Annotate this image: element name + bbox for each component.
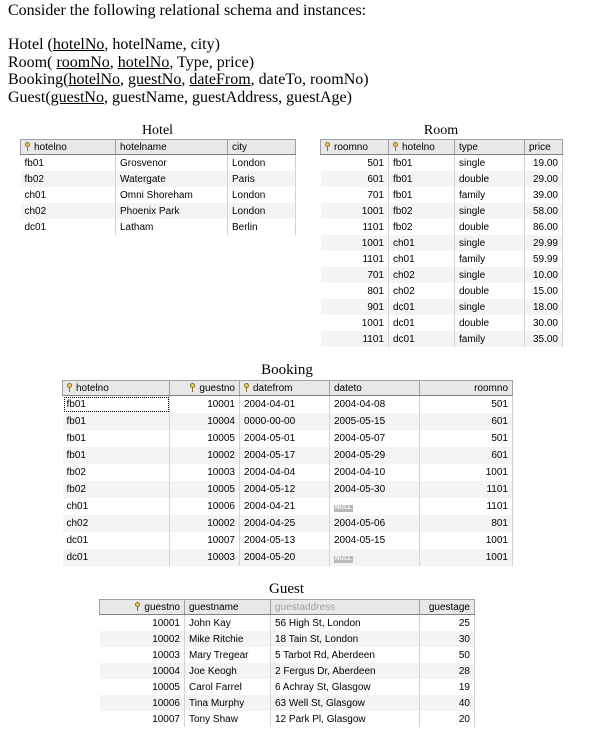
booking-cell-guestno[interactable]: 10004 <box>170 413 240 430</box>
booking-header-hotelno[interactable]: hotelno <box>63 381 170 396</box>
room-table-row[interactable] <box>321 187 563 203</box>
room-cell-price[interactable]: 86.00 <box>525 219 563 235</box>
hotel-table-row[interactable] <box>21 155 296 172</box>
booking-cell-dateto[interactable]: 2004-05-06 <box>330 515 420 532</box>
hotel-caption: Hotel <box>141 123 174 138</box>
room-cell-type[interactable]: single <box>455 299 525 315</box>
booking-cell-datefrom[interactable]: 2004-05-20 <box>240 549 330 566</box>
room-cell-hotelno[interactable]: fb02 <box>389 203 455 219</box>
guest-cell-guestaddress[interactable]: 6 Achray St, Glasgow <box>271 679 420 695</box>
booking-cell-dateto[interactable]: 2004-05-15 <box>330 532 420 549</box>
room-cell-type[interactable]: double <box>455 171 525 187</box>
guest-cell-guestno[interactable]: 10006 <box>100 695 185 711</box>
guest-cell-guestname[interactable]: Tony Shaw <box>185 711 271 727</box>
guest-table-row[interactable] <box>100 615 475 632</box>
guest-table-row[interactable] <box>100 695 475 711</box>
booking-cell-roomno[interactable]: 1101 <box>420 498 513 515</box>
guest-table-row[interactable] <box>100 663 475 679</box>
guest-cell-guestage[interactable]: 30 <box>420 631 475 647</box>
booking-header-guestno[interactable]: guestno <box>170 381 240 396</box>
guest-header-guestname[interactable]: guestname <box>185 600 271 615</box>
room-table-row[interactable] <box>321 299 563 315</box>
booking-header-dateto[interactable]: dateto <box>330 381 420 396</box>
room-cell-hotelno[interactable]: dc01 <box>389 315 455 331</box>
hotel-cell-hotelname[interactable]: Latham <box>116 219 228 235</box>
room-table-row[interactable] <box>321 219 563 235</box>
booking-cell-guestno[interactable]: 10007 <box>170 532 240 549</box>
guest-table-row[interactable] <box>100 679 475 695</box>
booking-table-row[interactable] <box>63 515 513 532</box>
booking-cell-datefrom[interactable]: 2004-04-25 <box>240 515 330 532</box>
guest-cell-guestname[interactable]: Tina Murphy <box>185 695 271 711</box>
booking-table-row[interactable] <box>63 413 513 430</box>
booking-cell-roomno[interactable]: 1001 <box>420 532 513 549</box>
booking-cell-dateto[interactable]: 2004-05-07 <box>330 430 420 447</box>
guest-table-row[interactable] <box>100 631 475 647</box>
room-cell-hotelno[interactable]: ch02 <box>389 283 455 299</box>
booking-cell-datefrom[interactable]: 2004-04-21 <box>240 498 330 515</box>
booking-cell-roomno[interactable]: 501 <box>420 396 513 414</box>
key-icon <box>190 383 196 392</box>
guest-header-guestno[interactable]: guestno <box>100 600 185 615</box>
room-cell-type[interactable]: family <box>455 251 525 267</box>
room-cell-type[interactable]: single <box>455 235 525 251</box>
guest-cell-guestage[interactable]: 25 <box>420 615 475 632</box>
room-table-row[interactable] <box>321 235 563 251</box>
booking-cell-datefrom[interactable]: 2004-04-01 <box>240 396 330 414</box>
booking-cell-dateto[interactable] <box>330 549 420 566</box>
guest-cell-guestaddress[interactable]: 2 Fergus Dr, Aberdeen <box>271 663 420 679</box>
booking-table <box>62 380 513 566</box>
booking-cell-hotelno[interactable]: fb01 <box>63 396 170 414</box>
guest-cell-guestno[interactable]: 10007 <box>100 711 185 727</box>
booking-cell-roomno[interactable]: 601 <box>420 447 513 464</box>
room-cell-price[interactable]: 18.00 <box>525 299 563 315</box>
room-cell-hotelno[interactable]: ch01 <box>389 235 455 251</box>
room-cell-type[interactable]: family <box>455 331 525 347</box>
booking-cell-guestno[interactable]: 10002 <box>170 515 240 532</box>
guest-cell-guestage[interactable]: 20 <box>420 711 475 727</box>
hotel-cell-hotelname[interactable]: Omni Shoreham <box>116 187 228 203</box>
booking-header-datefrom[interactable]: datefrom <box>240 381 330 396</box>
hotel-cell-hotelno[interactable]: ch02 <box>21 203 116 219</box>
hotel-cell-city[interactable]: London <box>228 187 296 203</box>
room-cell-roomno[interactable]: 601 <box>321 171 389 187</box>
guest-cell-guestage[interactable]: 19 <box>420 679 475 695</box>
booking-cell-dateto[interactable]: 2004-05-30 <box>330 481 420 498</box>
booking-cell-hotelno[interactable]: dc01 <box>63 549 170 566</box>
booking-cell-roomno[interactable]: 501 <box>420 430 513 447</box>
guest-cell-guestname[interactable]: Mary Tregear <box>185 647 271 663</box>
hotel-cell-city[interactable]: London <box>228 203 296 219</box>
booking-table-row[interactable] <box>63 464 513 481</box>
guest-table <box>99 599 475 727</box>
guest-cell-guestaddress[interactable]: 63 Well St, Glasgow <box>271 695 420 711</box>
room-cell-hotelno[interactable]: fb01 <box>389 171 455 187</box>
guest-cell-guestno[interactable]: 10001 <box>100 615 185 632</box>
booking-cell-hotelno[interactable]: fb02 <box>63 464 170 481</box>
key-icon <box>325 142 331 151</box>
guest-cell-guestaddress[interactable]: 18 Tain St, London <box>271 631 420 647</box>
hotel-table <box>20 139 296 235</box>
hotel-cell-city[interactable]: London <box>228 155 296 172</box>
booking-cell-guestno[interactable]: 10003 <box>170 549 240 566</box>
booking-table-row[interactable] <box>63 481 513 498</box>
room-cell-price[interactable]: 29.00 <box>525 171 563 187</box>
guest-cell-guestname[interactable]: Joe Keogh <box>185 663 271 679</box>
room-cell-price[interactable]: 29.99 <box>525 235 563 251</box>
room-table-row[interactable] <box>321 251 563 267</box>
booking-cell-hotelno[interactable]: ch02 <box>63 515 170 532</box>
guest-cell-guestaddress[interactable]: 56 High St, London <box>271 615 420 632</box>
room-table-row[interactable] <box>321 283 563 299</box>
booking-cell-hotelno[interactable]: fb01 <box>63 447 170 464</box>
schema-guest: Guest(guestNo, guestName, guestAddress, guestAge) <box>8 88 352 106</box>
booking-cell-roomno[interactable]: 801 <box>420 515 513 532</box>
guest-cell-guestno[interactable]: 10005 <box>100 679 185 695</box>
null-badge: NULL <box>335 505 352 511</box>
room-cell-price[interactable]: 58.00 <box>525 203 563 219</box>
room-cell-price[interactable]: 15.00 <box>525 283 563 299</box>
intro-text: Consider the following relational schema and instances: <box>8 2 367 19</box>
key-icon <box>244 383 250 392</box>
room-cell-price[interactable]: 10.00 <box>525 267 563 283</box>
booking-cell-hotelno[interactable]: fb01 <box>63 430 170 447</box>
booking-cell-roomno[interactable]: 1001 <box>420 549 513 566</box>
room-cell-hotelno[interactable]: ch02 <box>389 267 455 283</box>
room-caption: Room <box>423 123 459 138</box>
schema-booking: Booking(hotelNo, guestNo, dateFrom, dateTo, roomNo) <box>8 71 369 88</box>
booking-cell-roomno[interactable]: 601 <box>420 413 513 430</box>
room-cell-price[interactable]: 19.00 <box>525 155 563 172</box>
booking-cell-hotelno[interactable]: dc01 <box>63 532 170 549</box>
booking-cell-hotelno[interactable]: fb01 <box>63 413 170 430</box>
null-badge: NULL <box>335 556 352 562</box>
room-table-row[interactable] <box>321 267 563 283</box>
room-table-row[interactable] <box>321 203 563 219</box>
guest-cell-guestno[interactable]: 10002 <box>100 631 185 647</box>
room-cell-roomno[interactable]: 701 <box>321 267 389 283</box>
hotel-cell-hotelname[interactable]: Grosvenor <box>116 155 228 172</box>
booking-cell-datefrom[interactable]: 2004-05-13 <box>240 532 330 549</box>
booking-table-row[interactable] <box>63 549 513 566</box>
room-cell-hotelno[interactable]: dc01 <box>389 299 455 315</box>
booking-cell-guestno[interactable]: 10002 <box>170 447 240 464</box>
booking-cell-dateto[interactable]: 2004-05-29 <box>330 447 420 464</box>
guest-cell-guestage[interactable]: 40 <box>420 695 475 711</box>
hotel-table-row[interactable] <box>21 187 296 203</box>
booking-cell-guestno[interactable]: 10006 <box>170 498 240 515</box>
room-cell-hotelno[interactable]: fb01 <box>389 187 455 203</box>
booking-cell-guestno[interactable]: 10005 <box>170 481 240 498</box>
room-cell-type[interactable]: double <box>455 315 525 331</box>
booking-cell-hotelno[interactable]: ch01 <box>63 498 170 515</box>
booking-cell-guestno[interactable]: 10001 <box>170 396 240 414</box>
room-header-price[interactable]: price <box>525 140 563 155</box>
hotel-header-hotelno[interactable]: hotelno <box>21 140 116 155</box>
room-cell-price[interactable]: 39.00 <box>525 187 563 203</box>
room-table-row[interactable] <box>321 171 563 187</box>
booking-cell-dateto[interactable]: 2005-05-15 <box>330 413 420 430</box>
room-table-row[interactable] <box>321 155 563 172</box>
room-cell-type[interactable]: single <box>455 267 525 283</box>
guest-cell-guestname[interactable]: John Kay <box>185 615 271 632</box>
room-cell-roomno[interactable]: 1101 <box>321 251 389 267</box>
booking-table-row[interactable] <box>63 447 513 464</box>
guest-table-row[interactable] <box>100 711 475 727</box>
booking-cell-datefrom[interactable]: 2004-05-17 <box>240 447 330 464</box>
guest-cell-guestname[interactable]: Mike Ritchie <box>185 631 271 647</box>
room-cell-hotelno[interactable]: dc01 <box>389 331 455 347</box>
hotel-cell-city[interactable]: Berlin <box>228 219 296 235</box>
guest-cell-guestage[interactable]: 50 <box>420 647 475 663</box>
booking-table-row[interactable] <box>63 430 513 447</box>
room-cell-roomno[interactable]: 701 <box>321 187 389 203</box>
room-cell-roomno[interactable]: 901 <box>321 299 389 315</box>
booking-cell-dateto[interactable]: 2004-04-08 <box>330 396 420 414</box>
hotel-table-row[interactable] <box>21 219 296 235</box>
room-cell-roomno[interactable]: 1101 <box>321 331 389 347</box>
booking-cell-dateto[interactable] <box>330 498 420 515</box>
room-cell-price[interactable]: 35.00 <box>525 331 563 347</box>
room-cell-type[interactable]: family <box>455 187 525 203</box>
guest-cell-guestaddress[interactable]: 12 Park Pl, Glasgow <box>271 711 420 727</box>
room-cell-hotelno[interactable]: fb01 <box>389 155 455 172</box>
hotel-cell-hotelno[interactable]: ch01 <box>21 187 116 203</box>
room-cell-roomno[interactable]: 1101 <box>321 219 389 235</box>
booking-cell-roomno[interactable]: 1101 <box>420 481 513 498</box>
room-header-type[interactable]: type <box>455 140 525 155</box>
booking-cell-guestno[interactable]: 10003 <box>170 464 240 481</box>
guest-cell-guestage[interactable]: 28 <box>420 663 475 679</box>
booking-cell-datefrom[interactable]: 0000-00-00 <box>240 413 330 430</box>
booking-cell-dateto[interactable]: 2004-04-10 <box>330 464 420 481</box>
booking-cell-datefrom[interactable]: 2004-04-04 <box>240 464 330 481</box>
guest-header-guestage[interactable]: guestage <box>420 600 475 615</box>
room-cell-roomno[interactable]: 1001 <box>321 203 389 219</box>
room-cell-roomno[interactable]: 1001 <box>321 315 389 331</box>
room-cell-type[interactable]: double <box>455 219 525 235</box>
hotel-header-hotelname[interactable]: hotelname <box>116 140 228 155</box>
hotel-cell-hotelname[interactable]: Watergate <box>116 171 228 187</box>
room-cell-hotelno[interactable]: ch01 <box>389 251 455 267</box>
room-cell-roomno[interactable]: 1001 <box>321 235 389 251</box>
guest-header-guestaddress[interactable]: guestaddress <box>271 600 420 615</box>
room-cell-hotelno[interactable]: fb02 <box>389 219 455 235</box>
hotel-cell-hotelno[interactable]: fb02 <box>21 171 116 187</box>
booking-cell-guestno[interactable]: 10005 <box>170 430 240 447</box>
room-cell-type[interactable]: single <box>455 155 525 172</box>
room-table-row[interactable] <box>321 315 563 331</box>
booking-cell-roomno[interactable]: 1001 <box>420 464 513 481</box>
booking-table-row[interactable] <box>63 532 513 549</box>
hotel-table-row[interactable] <box>21 203 296 219</box>
booking-header-roomno[interactable]: roomno <box>420 381 513 396</box>
room-cell-type[interactable]: double <box>455 283 525 299</box>
room-table <box>320 139 563 347</box>
booking-cell-hotelno[interactable]: fb02 <box>63 481 170 498</box>
schema-room: Room( roomNo, hotelNo, Type, price) <box>8 53 255 71</box>
hotel-cell-hotelno[interactable]: fb01 <box>21 155 116 172</box>
guest-cell-guestaddress[interactable]: 5 Tarbot Rd, Aberdeen <box>271 647 420 663</box>
hotel-cell-city[interactable]: Paris <box>228 171 296 187</box>
booking-table-row[interactable] <box>63 498 513 515</box>
guest-cell-guestname[interactable]: Carol Farrel <box>185 679 271 695</box>
room-cell-price[interactable]: 30.00 <box>525 315 563 331</box>
key-icon <box>135 602 141 611</box>
key-icon <box>67 383 73 392</box>
booking-cell-datefrom[interactable]: 2004-05-01 <box>240 430 330 447</box>
hotel-cell-hotelno[interactable]: dc01 <box>21 219 116 235</box>
room-header-hotelno[interactable]: hotelno <box>389 140 455 155</box>
room-cell-roomno[interactable]: 501 <box>321 155 389 172</box>
room-cell-type[interactable]: single <box>455 203 525 219</box>
guest-caption: Guest <box>269 581 304 597</box>
relational-schema <box>8 36 369 106</box>
hotel-cell-hotelname[interactable]: Phoenix Park <box>116 203 228 219</box>
hotel-header-city[interactable]: city <box>228 140 296 155</box>
booking-table-row[interactable] <box>63 396 513 414</box>
hotel-table-row[interactable] <box>21 171 296 187</box>
key-icon <box>393 142 399 151</box>
schema-hotel: Hotel (hotelNo, hotelName, city) <box>8 36 220 53</box>
guest-cell-guestno[interactable]: 10003 <box>100 647 185 663</box>
booking-caption: Booking <box>261 362 313 378</box>
booking-cell-datefrom[interactable]: 2004-05-12 <box>240 481 330 498</box>
room-cell-price[interactable]: 59.99 <box>525 251 563 267</box>
room-cell-roomno[interactable]: 801 <box>321 283 389 299</box>
room-table-row[interactable] <box>321 331 563 347</box>
room-header-roomno[interactable]: roomno <box>321 140 389 155</box>
guest-cell-guestno[interactable]: 10004 <box>100 663 185 679</box>
key-icon <box>25 142 31 151</box>
guest-table-row[interactable] <box>100 647 475 663</box>
